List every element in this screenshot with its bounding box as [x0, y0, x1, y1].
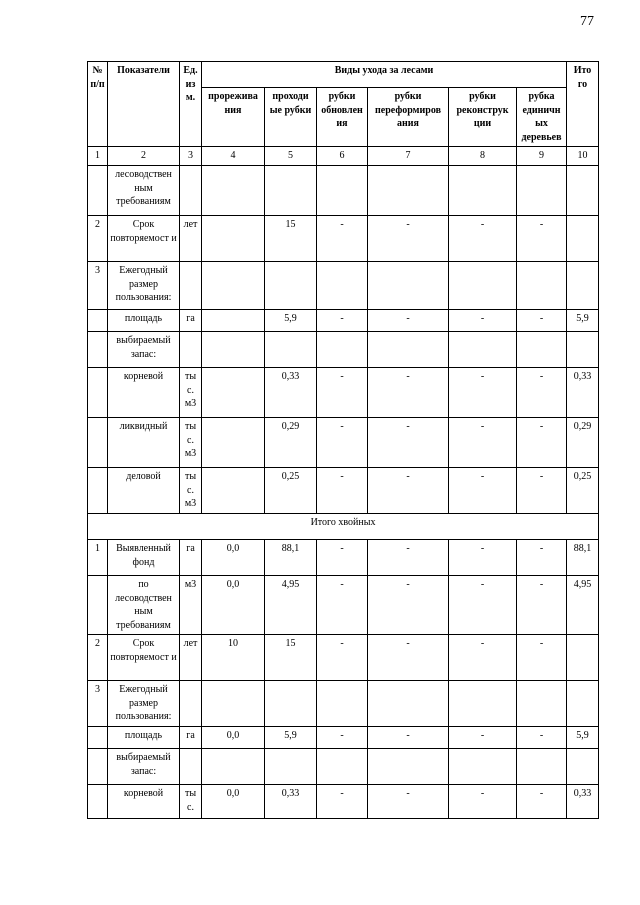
table-cell: ты с. м3 — [180, 368, 202, 418]
table-cell — [202, 368, 265, 418]
table-cell: - — [317, 368, 368, 418]
table-cell — [567, 262, 599, 310]
table-cell: выбираемый запас: — [108, 332, 180, 368]
table-cell: 0,0 — [202, 727, 265, 749]
table-cell: - — [517, 576, 567, 635]
table-cell — [180, 681, 202, 727]
table-row — [88, 468, 599, 514]
table-cell: - — [449, 540, 517, 576]
table-cell — [567, 749, 599, 785]
table-cell: 0,33 — [567, 368, 599, 418]
table-cell: - — [317, 576, 368, 635]
table-cell: - — [517, 635, 567, 681]
table-cell: лет — [180, 216, 202, 262]
table-cell — [88, 418, 108, 468]
table-cell: лесоводствен ным требованиям — [108, 166, 180, 216]
table-cell — [88, 727, 108, 749]
table-row — [88, 576, 599, 635]
table-cell — [180, 166, 202, 216]
table-cell: - — [368, 727, 449, 749]
table-cell: - — [517, 468, 567, 514]
table-cell — [449, 166, 517, 216]
table-cell: 5,9 — [567, 310, 599, 332]
table-cell: - — [449, 418, 517, 468]
table-cell: корневой — [108, 785, 180, 819]
table-cell: - — [368, 216, 449, 262]
table-row — [88, 540, 599, 576]
table-cell: лет — [180, 635, 202, 681]
table-cell: - — [368, 310, 449, 332]
table-row — [88, 635, 599, 681]
table-cell: 2 — [88, 635, 108, 681]
table-cell: 2 — [88, 216, 108, 262]
table-cell — [449, 749, 517, 785]
table-cell: ты с. — [180, 785, 202, 819]
table-cell: 0,0 — [202, 785, 265, 819]
table-cell: 15 — [265, 635, 317, 681]
table-cell — [368, 749, 449, 785]
column-number: 8 — [449, 147, 517, 166]
table-cell — [88, 468, 108, 514]
table-cell: корневой — [108, 368, 180, 418]
table-cell — [202, 310, 265, 332]
table-cell: Выявленный фонд — [108, 540, 180, 576]
table-cell: площадь — [108, 310, 180, 332]
table-cell — [180, 332, 202, 368]
table-cell: - — [517, 418, 567, 468]
table-cell: - — [517, 368, 567, 418]
table-cell — [88, 310, 108, 332]
header-col-indicator: Показатели — [108, 62, 180, 147]
table-cell: 88,1 — [567, 540, 599, 576]
header-sub-single-trees: рубка единичн ых деревьев — [517, 88, 567, 147]
table-cell: - — [517, 785, 567, 819]
section-title: Итого хвойных — [88, 514, 599, 540]
table-cell: - — [368, 785, 449, 819]
table-cell — [180, 262, 202, 310]
table-cell — [368, 166, 449, 216]
table-cell — [449, 332, 517, 368]
table-cell: 4,95 — [567, 576, 599, 635]
table-cell: 0,25 — [265, 468, 317, 514]
table-cell: 0,0 — [202, 576, 265, 635]
column-number-row — [88, 147, 599, 166]
table-cell — [202, 749, 265, 785]
table-cell — [265, 332, 317, 368]
column-number: 7 — [368, 147, 449, 166]
table-cell: - — [449, 635, 517, 681]
table-cell: м3 — [180, 576, 202, 635]
table-cell: 0,29 — [567, 418, 599, 468]
table-cell — [567, 635, 599, 681]
table-cell — [567, 166, 599, 216]
column-number: 10 — [567, 147, 599, 166]
table-cell: 3 — [88, 681, 108, 727]
table-cell — [368, 262, 449, 310]
table-cell: - — [368, 468, 449, 514]
table-cell: ликвидный — [108, 418, 180, 468]
table-cell: - — [449, 310, 517, 332]
table-cell: - — [368, 368, 449, 418]
table-cell: - — [449, 368, 517, 418]
table-cell: 0,0 — [202, 540, 265, 576]
table-cell: - — [368, 635, 449, 681]
table-cell — [567, 216, 599, 262]
table-cell: - — [517, 310, 567, 332]
table-cell: 3 — [88, 262, 108, 310]
table-cell — [202, 262, 265, 310]
header-sub-reconstruction: рубки реконструк ции — [449, 88, 517, 147]
table-cell — [265, 749, 317, 785]
table-cell: - — [317, 216, 368, 262]
table-cell: - — [317, 540, 368, 576]
header-sub-reformation: рубки переформиров ания — [368, 88, 449, 147]
table-cell — [317, 166, 368, 216]
table-row — [88, 785, 599, 819]
table-cell — [202, 681, 265, 727]
table-row — [88, 166, 599, 216]
column-number: 5 — [265, 147, 317, 166]
table-cell — [317, 681, 368, 727]
table-cell: 4,95 — [265, 576, 317, 635]
table-cell — [317, 332, 368, 368]
table-cell — [368, 332, 449, 368]
table-cell: 0,33 — [265, 785, 317, 819]
table-row — [88, 681, 599, 727]
table-cell: Ежегодный размер пользования: — [108, 681, 180, 727]
table-cell: - — [449, 785, 517, 819]
table-cell: выбираемый запас: — [108, 749, 180, 785]
table-cell: 1 — [88, 540, 108, 576]
table-cell — [88, 166, 108, 216]
table-row — [88, 368, 599, 418]
table-cell — [202, 468, 265, 514]
table-cell: площадь — [108, 727, 180, 749]
table-cell: 5,9 — [265, 727, 317, 749]
table-cell: га — [180, 540, 202, 576]
table-cell — [317, 749, 368, 785]
table-cell: 0,33 — [265, 368, 317, 418]
table-cell: - — [317, 310, 368, 332]
table-cell — [517, 681, 567, 727]
table-cell: 0,25 — [567, 468, 599, 514]
column-number: 2 — [108, 147, 180, 166]
table-cell: - — [368, 576, 449, 635]
table-cell — [449, 681, 517, 727]
header-sub-renewal: рубки обновлен ия — [317, 88, 368, 147]
column-number: 6 — [317, 147, 368, 166]
table-cell — [202, 216, 265, 262]
table-cell: - — [517, 727, 567, 749]
table-cell: - — [317, 727, 368, 749]
table-row — [88, 310, 599, 332]
table-cell: 0,29 — [265, 418, 317, 468]
table-cell — [88, 332, 108, 368]
table-cell — [517, 166, 567, 216]
header-sub-thinning: прорежива ния — [202, 88, 265, 147]
table-cell: - — [517, 216, 567, 262]
table-cell: 0,33 — [567, 785, 599, 819]
table-header — [88, 62, 599, 166]
table-cell: - — [317, 468, 368, 514]
table-cell: 5,9 — [265, 310, 317, 332]
table-cell: 10 — [202, 635, 265, 681]
table-body — [88, 166, 599, 819]
table-cell: - — [317, 635, 368, 681]
table-cell — [265, 681, 317, 727]
table-cell — [368, 681, 449, 727]
table-cell: деловой — [108, 468, 180, 514]
header-col-unit: Ед. из м. — [180, 62, 202, 147]
column-number: 1 — [88, 147, 108, 166]
table-cell — [517, 749, 567, 785]
table-cell — [202, 166, 265, 216]
table-cell: - — [368, 540, 449, 576]
table-cell — [88, 368, 108, 418]
table-cell: - — [449, 576, 517, 635]
table-cell — [265, 262, 317, 310]
table-cell: ты с. м3 — [180, 418, 202, 468]
table-row — [88, 749, 599, 785]
table-cell: - — [317, 418, 368, 468]
table-cell: ты с. м3 — [180, 468, 202, 514]
section-row — [88, 514, 599, 540]
table-cell: 15 — [265, 216, 317, 262]
table-cell: Ежегодный размер пользования: — [108, 262, 180, 310]
table-cell — [202, 332, 265, 368]
table-cell: - — [368, 418, 449, 468]
table-cell: - — [449, 727, 517, 749]
table-cell — [202, 418, 265, 468]
table-cell — [180, 749, 202, 785]
table-cell: 5,9 — [567, 727, 599, 749]
table-cell — [517, 332, 567, 368]
table-cell — [88, 749, 108, 785]
table-cell: - — [317, 785, 368, 819]
table-cell: Срок повторяемост и — [108, 635, 180, 681]
table-cell: по лесоводствен ным требованиям — [108, 576, 180, 635]
table-cell: га — [180, 310, 202, 332]
page-number: 77 — [580, 14, 594, 29]
header-col-no: № п/п — [88, 62, 108, 147]
column-number: 3 — [180, 147, 202, 166]
table-row — [88, 262, 599, 310]
table-row — [88, 332, 599, 368]
table-cell: 88,1 — [265, 540, 317, 576]
table-cell — [88, 576, 108, 635]
table-cell — [567, 681, 599, 727]
table-cell — [317, 262, 368, 310]
header-sub-passage: проходи ые рубки — [265, 88, 317, 147]
table-cell — [567, 332, 599, 368]
table-cell — [449, 262, 517, 310]
table-cell: га — [180, 727, 202, 749]
column-number: 4 — [202, 147, 265, 166]
table-cell: - — [449, 216, 517, 262]
table-cell: - — [517, 540, 567, 576]
table-cell: - — [449, 468, 517, 514]
table-cell — [265, 166, 317, 216]
header-col-group: Виды ухода за лесами — [202, 62, 567, 88]
table-cell: Срок повторяемост и — [108, 216, 180, 262]
table-row — [88, 727, 599, 749]
table-row — [88, 216, 599, 262]
table-row — [88, 418, 599, 468]
forest-care-table — [87, 61, 599, 819]
table-cell — [517, 262, 567, 310]
table-cell — [88, 785, 108, 819]
header-col-total: Ито го — [567, 62, 599, 147]
column-number: 9 — [517, 147, 567, 166]
